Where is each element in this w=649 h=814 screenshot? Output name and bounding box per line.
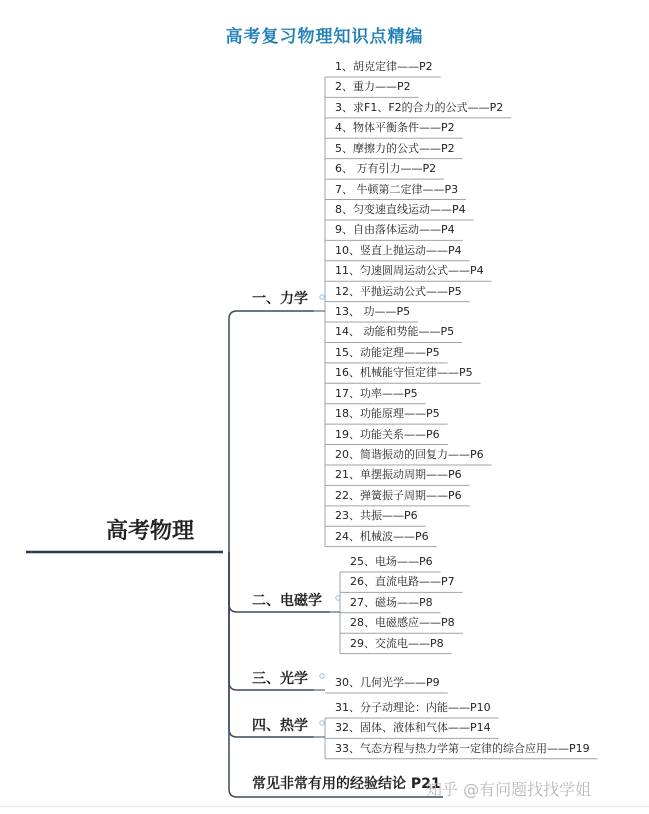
leaf-item: 33、气态方程与热力学第一定律的综合应用——P19 (335, 741, 590, 755)
leaf-item: 14、 动能和势能——P5 (335, 325, 455, 339)
branch-label: 二、电磁学 (252, 593, 322, 609)
leaf-item: 23、共振——P6 (335, 509, 418, 523)
leaf-item: 11、匀速圆周运动公式——P4 (335, 264, 484, 278)
leaf-item: 9、自由落体运动——P4 (335, 223, 455, 237)
branch-connector (229, 311, 314, 552)
leaf-item: 30、几何光学——P9 (335, 676, 440, 689)
leaf-item: 29、交流电——P8 (350, 636, 444, 650)
leaf-item: 25、电场——P6 (350, 555, 433, 568)
leaf-item: 21、单摆振动周期——P6 (335, 468, 462, 482)
branch-label: 三、光学 (252, 671, 308, 687)
leaf-item: 26、直流电路——P7 (350, 575, 455, 589)
leaf-item: 31、分子动理论：内能——P10 (335, 701, 491, 714)
leaf-item: 19、功能关系——P6 (335, 427, 440, 441)
branch-connector (229, 552, 314, 737)
leaf-item: 12、平抛运动公式——P5 (335, 284, 462, 298)
branch-label: 四、热学 (252, 718, 308, 734)
leaf-item: 24、机械波——P6 (335, 529, 429, 543)
leaf-item: 28、电磁感应——P8 (350, 616, 455, 630)
leaf-item: 4、物体平衡条件——P2 (335, 121, 455, 135)
leaf-item: 3、求F1、F2的合力的公式——P2 (335, 100, 504, 114)
collapse-dot-icon[interactable] (320, 674, 324, 678)
branch-label: 一、力学 (252, 291, 308, 307)
root-node: 高考物理 (106, 519, 195, 544)
bottom-divider (0, 806, 649, 807)
leaf-item: 5、摩擦力的公式——P2 (335, 141, 455, 155)
collapse-dot-icon[interactable] (320, 295, 324, 299)
leaf-item: 16、机械能守恒定律——P5 (335, 366, 473, 380)
watermark-text: 知乎 @有问题找找学姐 (426, 780, 592, 799)
leaf-item: 6、 万有引力——P2 (335, 162, 437, 176)
collapse-dot-icon[interactable] (320, 721, 324, 725)
page-title: 高考复习物理知识点精编 (225, 27, 424, 47)
leaf-item: 17、功率——P5 (335, 386, 418, 400)
leaf-item: 22、弹簧振子周期——P6 (335, 488, 462, 502)
leaf-item: 10、竖直上抛运动——P4 (335, 243, 462, 257)
branch-label: 常见非常有用的经验结论 P21 (252, 776, 441, 792)
leaf-item: 7、 牛顿第二定律——P3 (335, 182, 459, 196)
leaf-item: 27、磁场——P8 (350, 595, 433, 609)
leaf-item: 18、功能原理——P5 (335, 407, 440, 421)
leaf-item: 20、简谐振动的回复力——P6 (335, 447, 484, 461)
leaf-item: 13、 功——P5 (335, 305, 411, 319)
leaf-item: 32、固体、液体和气体——P14 (335, 721, 491, 735)
leaf-item: 8、匀变速直线运动——P4 (335, 202, 466, 216)
leaf-item: 1、胡克定律——P2 (335, 60, 433, 73)
leaf-item: 15、动能定理——P5 (335, 345, 440, 359)
leaf-item: 2、重力——P2 (335, 80, 411, 94)
